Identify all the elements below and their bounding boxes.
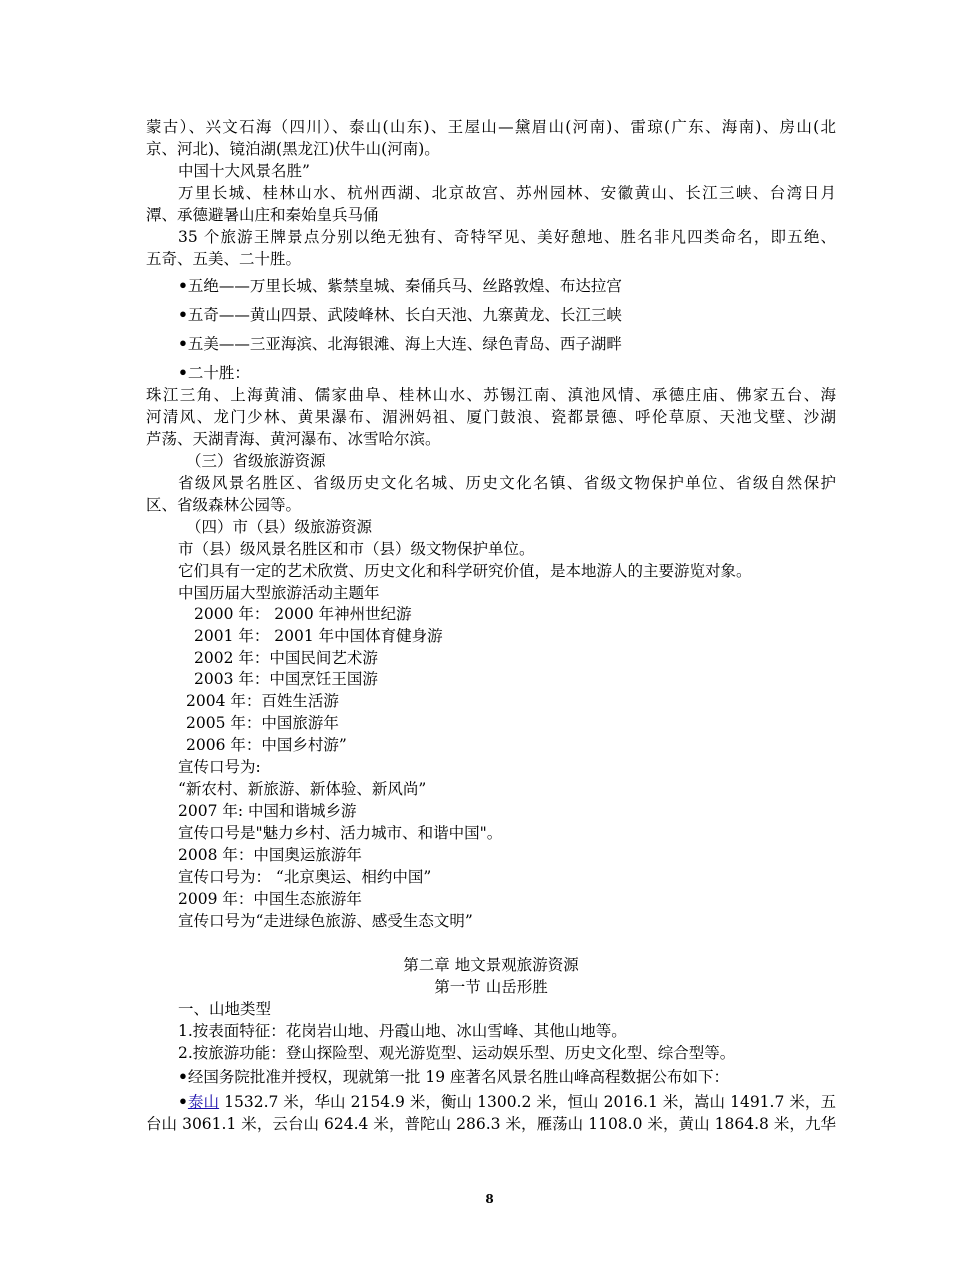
text-line: 中国历届大型旅游活动主题年 xyxy=(178,584,380,602)
text-line: 蒙古）、兴文石海（四川）、泰山(山东)、王屋山—黛眉山(河南)、雷琼(广东、海南)、房山(北 xyxy=(146,118,836,136)
text-line: 河清风、龙门少林、黄果瀑布、湄洲妈祖、厦门鼓浪、瓷都景德、呼伦草原、天池戈壁、沙湖 xyxy=(146,408,836,426)
section-heading: （四）市（县）级旅游资源 xyxy=(186,518,373,536)
bullet-text: 五绝——万里长城、紫禁皇城、秦俑兵马、丝路敦煌、布达拉宫 xyxy=(187,277,622,295)
text-line: 台山 3061.1 米，云台山 624.4 米，普陀山 286.3 米，雁荡山 1108.0 米，黄山 1864.8 米，九华 xyxy=(146,1115,836,1133)
chapter-title: 第二章 地文景观旅游资源 xyxy=(403,956,579,974)
text-line: 2003 年：中国烹饪王国游 xyxy=(194,670,378,688)
text-line: 2007 年: 中国和谐城乡游 xyxy=(178,802,357,820)
text-line: 它们具有一定的艺术欣赏、历史文化和科学研究价值，是本地游人的主要游览对象。 xyxy=(178,562,752,580)
text-line: 2000 年： 2000 年神州世纪游 xyxy=(194,605,412,623)
heading-top-ten-scenic: 中国十大风景名胜” xyxy=(178,162,310,180)
bullet-icon: • xyxy=(178,363,188,382)
bullet-icon: • xyxy=(178,305,188,324)
bullet-text: 五美——三亚海滨、北海银滩、海上大连、绿色青岛、西子湖畔 xyxy=(187,335,622,353)
bullet-text: 五奇——黄山四景、武陵峰林、长白天池、九寨黄龙、长江三峡 xyxy=(187,306,622,324)
text-line: 2004 年：百姓生活游 xyxy=(186,692,339,710)
bullet-text: 1532.7 米，华山 2154.9 米，衡山 1300.2 米，恒山 2016.1 米，嵩山 1491.7 米，五 xyxy=(224,1093,836,1111)
text-line: “新农村、新旅游、新体验、新风尚” xyxy=(178,780,427,798)
bullet-item xyxy=(178,333,622,355)
text-line: 芦荡、天湖青海、黄河瀑布、冰雪哈尔滨。 xyxy=(146,430,441,448)
bullet-item xyxy=(178,1091,836,1113)
text-line: 35 个旅游王牌景点分别以绝无独有、奇特罕见、美好憩地、胜名非凡四类命名，即五绝、 xyxy=(178,228,836,246)
bullet-item xyxy=(178,304,622,326)
text-line: 宣传口号为: xyxy=(178,758,261,776)
text-line: 2001 年： 2001 年中国体育健身游 xyxy=(194,627,443,645)
text-line: 省级风景名胜区、省级历史文化名城、历史文化名镇、省级文物保护单位、省级自然保护 xyxy=(178,474,836,492)
bullet-text: 经国务院批准并授权，现就第一批 19 座著名风景名胜山峰高程数据公布如下： xyxy=(187,1068,730,1086)
page-number: 8 xyxy=(485,1192,494,1206)
text-line: 一、山地类型 xyxy=(178,1000,272,1018)
text-line: 珠江三角、上海黄浦、儒家曲阜、桂林山水、苏锡江南、滇池风情、承德庄庙、佛家五台、海 xyxy=(146,386,836,404)
bullet-icon: • xyxy=(178,334,188,353)
taishan-link[interactable]: 泰山 xyxy=(187,1093,220,1111)
text-line: 五奇、五美、二十胜。 xyxy=(146,250,302,268)
section-title: 第一节 山岳形胜 xyxy=(434,978,548,996)
text-line: 2009 年：中国生态旅游年 xyxy=(178,890,362,908)
text-line: 万里长城、桂林山水、杭州西湖、北京故宫、苏州园林、安徽黄山、长江三峡、台湾日月 xyxy=(178,184,836,202)
section-heading: （三）省级旅游资源 xyxy=(186,452,326,470)
bullet-icon: • xyxy=(178,1067,188,1086)
text-line: 宣传口号为“走进绿色旅游、感受生态文明” xyxy=(178,912,473,930)
text-line: 潭、承德避暑山庄和秦始皇兵马俑 xyxy=(146,206,379,224)
text-line: 1.按表面特征：花岗岩山地、丹霞山地、冰山雪峰、其他山地等。 xyxy=(178,1022,627,1040)
text-line: 宣传口号为： “北京奥运、相约中国” xyxy=(178,868,432,886)
text-line: 区、省级森林公园等。 xyxy=(146,496,302,514)
text-line: 2002 年：中国民间艺术游 xyxy=(194,649,378,667)
text-line: 市（县）级风景名胜区和市（县）级文物保护单位。 xyxy=(178,540,535,558)
text-line: 2006 年：中国乡村游” xyxy=(186,736,347,754)
bullet-item xyxy=(178,1066,729,1088)
text-line: 2008 年：中国奥运旅游年 xyxy=(178,846,362,864)
bullet-icon: • xyxy=(178,1092,188,1111)
text-line: 2.按旅游功能：登山探险型、观光游览型、运动娱乐型、历史文化型、综合型等。 xyxy=(178,1044,736,1062)
bullet-icon: • xyxy=(178,276,188,295)
bullet-item xyxy=(178,362,250,384)
text-line: 宣传口号是"魅力乡村、活力城市、和谐中国"。 xyxy=(178,824,503,842)
bullet-text: 二十胜： xyxy=(187,364,250,382)
text-line: 2005 年：中国旅游年 xyxy=(186,714,339,732)
text-line: 京、河北)、镜泊湖(黑龙江)伏牛山(河南)。 xyxy=(146,140,440,158)
bullet-item xyxy=(178,275,622,297)
